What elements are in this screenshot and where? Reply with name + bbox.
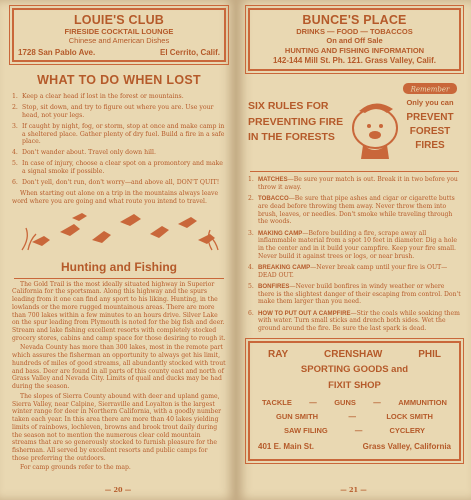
- ad-names: [256, 349, 453, 360]
- ad-row-item: AMMUNITION: [398, 397, 447, 407]
- rule-item: [248, 264, 461, 279]
- name-mid: CRENSHAW: [324, 348, 383, 360]
- fire-rules-list: [248, 176, 461, 333]
- list-item: [12, 123, 226, 147]
- ad-line-1: SPORTING GOODS and: [300, 363, 409, 375]
- rule-number: 5.: [248, 282, 254, 290]
- ad-line-2: FIXIT SHOP: [328, 380, 381, 392]
- rule-keyword: BREAKING CAMP: [258, 263, 311, 271]
- rule-body: —Be sure your match is out. Break it in two before you throw it away.: [258, 176, 458, 191]
- ad-city: El Cerrito, Calif.: [159, 47, 220, 57]
- bunces-place-ad: [248, 8, 461, 71]
- ad-address-row: [18, 48, 220, 57]
- rule-item: [248, 230, 461, 261]
- ad-line-2: On and Off Sale: [326, 36, 383, 46]
- item-text: In case of injury, choose a clear spot on a promontory and make a signal smoke if possible.: [22, 160, 223, 176]
- ad-row-item: GUNS: [334, 397, 356, 407]
- item-number: 4.: [12, 149, 18, 157]
- paragraph: Nevada County has more than 300 lakes, most in the remote part which assures the fisherman an opportunity to always get his limit, hundreds of miles of good streams, all abundantly stocked with trout and bass. Deer are found in all parts of this county east and north of Grass Valley and Nevada City. Limits of quail and ducks may be had during the season.: [12, 344, 226, 391]
- six-rules-header: [248, 81, 461, 163]
- list-item: [12, 149, 226, 157]
- crenshaw-sporting-goods-ad: [248, 341, 461, 461]
- rule-number: 1.: [248, 176, 254, 184]
- rule-body: —Never break camp until your fire is OUT—DEAD OUT.: [258, 263, 448, 279]
- ad-row-item: —: [373, 397, 381, 407]
- smokey-forest: FOREST: [409, 126, 451, 138]
- lost-heading: WHAT TO DO WHEN LOST: [37, 72, 201, 87]
- ad-line-1: DRINKS — FOOD — TOBACCOS: [296, 27, 413, 36]
- item-text: Don't yell, don't run, don't worry—and above all, DON'T QUIT!: [22, 179, 220, 187]
- item-text: Stop, sit down, and try to figure out where you are. Use your head, not your legs.: [22, 103, 214, 119]
- ad-row-item: SAW FILING: [284, 425, 328, 435]
- page-number-left: — 20 —: [104, 486, 132, 494]
- rule-text: [258, 176, 461, 191]
- ad-row-item: CYCLERY: [389, 425, 425, 435]
- item-number: 1.: [12, 92, 18, 100]
- rule-text: [258, 264, 461, 279]
- name-left: RAY: [268, 348, 289, 360]
- ad-address: 142-144 Mill St. Ph. 121. Grass Valley, Calif.: [272, 56, 437, 66]
- divider: [14, 278, 224, 279]
- paragraph: The slopes of Sierra County abound with deer and upland game, Sierra Valley, near Calpine, Sierraville and Loyalton is the largest winter range for deer in Northern California, with a goodly number taken each year. In this area there are more than 40 lakes yielding limits of rainbows, lochleven, browns and brook trout daily during the season not to mention the numerous clear cold mountain streams that are so generously stocked to furnish pleasure for the fisherman. All served by excellent resorts and public camps for those preferring the outdoors.: [12, 392, 222, 462]
- smokey-prevent: PREVENT: [406, 112, 454, 124]
- ad-row-item: —: [309, 397, 317, 407]
- louies-club-ad: [12, 8, 226, 62]
- list-item: [12, 160, 226, 176]
- name-right: PHIL: [418, 348, 441, 360]
- item-text: Keep a clear head if lost in the forest or mountains.: [22, 92, 184, 100]
- rule-text: [258, 283, 461, 306]
- rule-number: 2.: [248, 195, 254, 203]
- list-item: [12, 104, 226, 120]
- ad-address: 401 E. Main St.: [258, 441, 315, 451]
- rule-body: —Stir the coals while soaking them with water. Turn small sticks and drench both sides. Wet the ground around the fire. Be sure the last spark is dead.: [258, 309, 460, 333]
- ad-address-row: [256, 442, 453, 451]
- item-number: 5.: [12, 160, 18, 168]
- smokey-bear-icon: [344, 81, 461, 163]
- paragraph: The Gold Trail is the most ideally situated highway in Superior California for the sportsman. Along this highway and the spurs leading from it one can find any sport to his liking. Hunting, in the lowlands or the more rugged mountainous areas. There are more than 700 lakes within a few minutes to an hours drive. Silver Lake on the spur leading from Plymouth is noted for the big fish and deer. Stream and lake fishing excellent resorts with completely stocked grocery stores, cabins and camp space for those desiring to rough it.: [12, 280, 226, 342]
- six-rules-title: SIX RULES FOR PREVENTING FIRE IN THE FORESTS: [248, 100, 344, 143]
- rule-keyword: BONFIRES: [258, 282, 290, 290]
- rule-body: —Before building a fire, scrape away all inflammable material from a spot 10 feet in diameter. Dig a hole in the center and in it build your campfire. Keep your fire small. Never build it against trees or logs, or near brush.: [258, 229, 457, 260]
- smokey-fires: FIRES: [415, 140, 445, 152]
- item-number: 6.: [12, 179, 18, 187]
- rule-item: [248, 195, 461, 226]
- item-number: 2.: [12, 103, 18, 111]
- ad-row-3: [256, 426, 453, 435]
- lost-after-text: When starting out alone on a trip in the mountains always leave word where you are going and what route you intend to travel.: [12, 190, 219, 205]
- rule-number: 3.: [248, 229, 254, 237]
- smokey-remember: Remember: [410, 85, 450, 94]
- list-item: [12, 93, 226, 101]
- hunting-text: [12, 281, 226, 473]
- ad-row-item: —: [348, 411, 356, 421]
- rule-item: [248, 283, 461, 306]
- ad-row-2: [256, 412, 453, 421]
- smokey-only-you: Only you can: [406, 98, 454, 108]
- rule-number: 6.: [248, 309, 254, 317]
- ad-row-item: —: [354, 425, 363, 435]
- list-item: [12, 179, 226, 187]
- item-text: Don't wander about. Travel only down hill.: [22, 149, 156, 157]
- right-page: [236, 0, 471, 500]
- rule-keyword: TOBACCO: [258, 195, 289, 203]
- rule-text: [258, 230, 461, 261]
- item-text: If caught by night, fog, or storm, stop at once and make camp in a sheltered place. Gather plenty of dry fuel. Build a fire in a safe place.: [22, 122, 225, 146]
- hunting-heading: Hunting and Fishing: [61, 259, 177, 274]
- ad-address: 1728 San Pablo Ave.: [18, 47, 96, 57]
- rule-keyword: MAKING CAMP: [258, 229, 303, 237]
- ad-line-3: HUNTING AND FISHING INFORMATION: [284, 45, 425, 55]
- rule-keyword: HOW TO PUT OUT A CAMPFIRE: [258, 309, 351, 317]
- rule-item: [248, 310, 461, 333]
- rule-body: —Never build bonfires in windy weather or where there is the slightest danger of their escaping from control. Don't make them larger than you need.: [258, 282, 461, 306]
- ducks-illustration-icon: [12, 210, 226, 252]
- ad-title: LOUIE'S CLUB: [73, 13, 165, 27]
- lost-list: [12, 93, 226, 187]
- rule-text: [258, 195, 461, 226]
- ad-city: Grass Valley, California: [362, 441, 451, 451]
- ad-title: BUNCE'S PLACE: [302, 13, 407, 27]
- ad-row-item: GUN SMITH: [276, 411, 319, 421]
- divider: [250, 171, 459, 172]
- paragraph: For camp grounds refer to the map.: [20, 464, 131, 472]
- ad-row-item: TACKLE: [262, 397, 292, 407]
- rule-body: —Be sure that pipe ashes and cigar or cigarette butts are dead before throwing them away. Never throw them into brush, leaves, or needles. Don't smoke while traveling through the woods.: [258, 195, 455, 226]
- ad-line: Chinese and American Dishes: [68, 36, 170, 46]
- ad-row-1: [256, 398, 453, 407]
- page-number-right: — 21 —: [340, 486, 367, 494]
- ad-row-item: LOCK SMITH: [386, 411, 433, 421]
- rule-keyword: MATCHES: [258, 176, 288, 184]
- rule-text: [258, 310, 461, 333]
- ad-subtitle: FIRESIDE COCKTAIL LOUNGE: [64, 27, 174, 36]
- rule-item: [248, 176, 461, 191]
- item-number: 3.: [12, 122, 18, 130]
- rule-number: 4.: [248, 263, 254, 271]
